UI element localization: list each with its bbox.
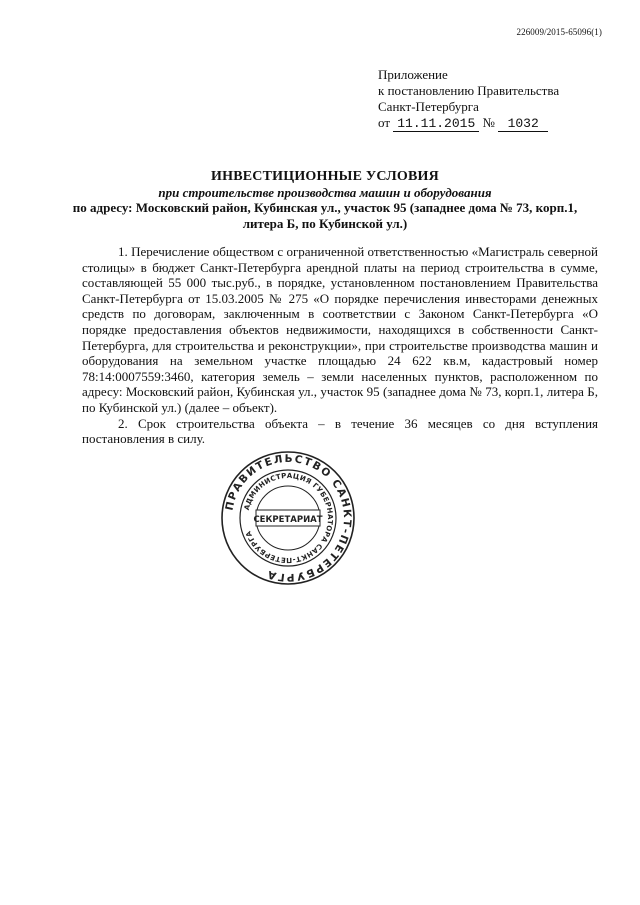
paragraph-2: 2. Срок строительства объекта – в течение 36 месяцев со дня вступления постановления в силу. bbox=[82, 415, 598, 447]
appendix-date-line bbox=[378, 115, 559, 132]
appendix-line-3: Санкт-Петербурга bbox=[378, 99, 479, 114]
seal-inner-text: АДМИНИСТРАЦИЯ ГУБЕРНАТОРА САНКТ-ПЕТЕРБУРГА bbox=[242, 471, 335, 565]
page-title: ИНВЕСТИЦИОННЫЕ УСЛОВИЯ bbox=[211, 169, 439, 184]
resolution-number: 1032 bbox=[498, 117, 548, 132]
number-label: № bbox=[482, 115, 495, 130]
body-text bbox=[82, 244, 598, 447]
official-seal bbox=[218, 448, 358, 588]
address-line-1: по адресу: Московский район, Кубинская ул., участок 95 (западнее дома № 73, корп.1, bbox=[72, 200, 578, 215]
paragraph-1: 1. Перечисление обществом с ограниченной ответственностью «Магистраль северной столицы» в бюджет Санкт-Петербурга арендной платы на период строительства в сумме, составляющей 55 000 тыс.руб., в порядке, установленном постановлением Правительства Санкт-Петербурга от 15.03.2005 № 275 «О порядке перечисления инвесторами денежных средств по договорам, заключенным в соответствии с Законом Санкт-Петербурга «О порядке предоставления объектов недвижимости, находящихся в собственности Санкт-Петербурга, для строительства и реконструкции», при строительстве производства машин и оборудования на земельном участке площадью 24 622 кв.м, кадастровый номер 78:14:0007559:3460, категория земель – земли населенных пунктов, расположенном по адресу: Московский район, Кубинская ул., участок 95 (западнее дома № 73, корп.1, литера Б, по Кубинской ул.) (далее – объект). bbox=[82, 244, 598, 415]
document-id: 226009/2015-65096(1) bbox=[516, 27, 602, 37]
title-block bbox=[60, 168, 590, 232]
page-subtitle: при строительстве производства машин и оборудования bbox=[158, 185, 492, 200]
appendix-block bbox=[378, 67, 559, 132]
from-label: от bbox=[378, 115, 391, 130]
appendix-line-1: Приложение bbox=[378, 67, 448, 82]
appendix-line-2: к постановлению Правительства bbox=[378, 83, 560, 98]
seal-center-text: СЕКРЕТАРИАТ bbox=[253, 515, 323, 525]
seal-outer-text: ПРАВИТЕЛЬСТВО САНКТ-ПЕТЕРБУРГА bbox=[223, 452, 354, 584]
resolution-date: 11.11.2015 bbox=[393, 117, 479, 132]
address-line-2: литера Б, по Кубинской ул.) bbox=[242, 216, 408, 231]
